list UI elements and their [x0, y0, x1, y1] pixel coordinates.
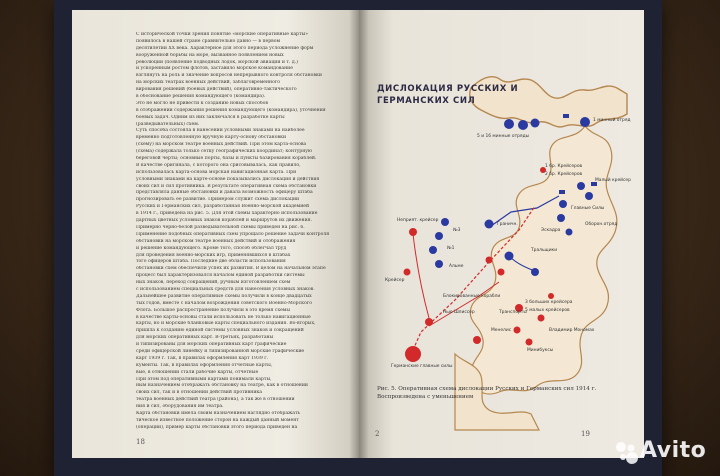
label-brigade-cruisers: 1 бр. Крейсеров: [545, 164, 583, 169]
body-text-line: Это не могло не привести к созданию новых способов: [136, 100, 268, 106]
label-western-cruiser: Крейсер: [385, 278, 405, 283]
body-text-line: С исторической точки зрения понятие «морские оперативные карты»: [136, 32, 309, 37]
german-unit: [405, 346, 421, 362]
body-text-line: Русских и Германских сил, разработанная Военно-морской академией: [136, 204, 310, 210]
body-text-line: десятилетии XX века. Характерное для этого периода усложнение форм: [136, 45, 314, 51]
russian-unit: [559, 200, 567, 208]
body-text-line: пришла к созданию единой системы условных знаков и сокращений: [136, 328, 304, 334]
label-large-cruisers: 3 больших крейсера: [525, 300, 573, 305]
body-text-line: береговой черты; основные порты, базы и пункты базирования кораблей.: [136, 156, 317, 162]
russian-unit: [485, 220, 494, 229]
body-text-line: в обоснование решения командующего (командира).: [136, 94, 266, 100]
body-text-line: (операции), пример карты обстановки этого периода приведен на: [136, 424, 298, 430]
german-unit: [409, 228, 417, 236]
russian-unit: [518, 120, 528, 130]
right-page-number: 19: [581, 430, 590, 438]
russian-unit: [531, 268, 539, 276]
body-text-line: вирования решений (боевых действий), оперативно-тактического: [136, 87, 297, 93]
body-text-line: и ускоренным ростом флотов, заставило морское командование: [136, 66, 293, 72]
caption-line2: Воспроизведена с уменьшением: [377, 393, 474, 400]
russian-unit: [577, 182, 585, 190]
label-vessel-1: №3: [453, 228, 461, 233]
russian-unit: [566, 229, 573, 236]
body-text-line: театра военных действий театра (района), а так же в отношении: [136, 397, 295, 403]
body-text-line: кументы. Так, в правилах оформления отчетные карты,: [136, 362, 273, 368]
body-text: [136, 32, 348, 432]
russian-unit: [505, 252, 514, 261]
body-text-line: представляла данные обстановки и давала возможность офицеру штаба: [136, 190, 313, 196]
body-text-line: Применение подобных оперативных схем упрощало решение задачи контроля: [136, 231, 330, 237]
body-text-line: для проведения военно-морских игр, применявшихся в штабах: [136, 252, 291, 258]
body-text-line: тых годов, вместе с началом возрождения советского Военно-Морского: [136, 300, 312, 306]
russian-unit: [585, 192, 593, 200]
label-enemy-cruiser: Неприят. крейсер: [397, 218, 439, 223]
body-text-line: того офицеров штаба. Последние две области использования: [136, 259, 286, 265]
german-unit: [473, 336, 481, 344]
body-text-line: появилось в нашей стране сравнительно давно — в первом: [136, 38, 281, 44]
flag-marker: [563, 114, 569, 118]
body-text-line: в отображении содержания решения командующего (командира), уточнения: [136, 107, 326, 113]
label-transport: Транспорты: [499, 310, 527, 315]
label-blockaded: Блокированные корабли: [443, 294, 501, 299]
label-small-cruiser: Малый крейсер: [595, 178, 631, 183]
body-text-line: ния и сил, оборудования им театра.: [136, 404, 224, 410]
body-text-line: для морских оперативных карт. В-третьих, разработаны: [136, 335, 274, 341]
body-text-line: с использованием специальных средств для нанесения условных знаков.: [136, 286, 315, 292]
body-text-line: (разведывательных) схем.: [136, 121, 200, 127]
body-text-line: (схема) содержала только сетку географических координат; контурную: [136, 149, 313, 155]
figure-caption: [377, 386, 617, 401]
german-unit: [404, 269, 411, 276]
body-text-line: в качестве карты-основы стали использовать не только навигационные: [136, 314, 311, 320]
body-text-line: При этом под оперативными картами понимали карты,: [136, 376, 272, 382]
body-text-line: своих сил и сил противника. В результате оперативная схема обстановки: [136, 183, 317, 189]
body-text-line: боевых задач. Одним из них заключался в разработке карты: [136, 114, 285, 120]
russian-unit: [435, 232, 443, 240]
body-text-line: В качестве оригинала, с которого она срисовывалась, как правило,: [136, 162, 301, 168]
body-text-line: вооруженной борьбы на море, вызванное появлением новых: [136, 52, 284, 58]
german-unit: [548, 293, 554, 299]
body-text-line: революции (появление подводных лодок, морской авиации и т. д.): [136, 59, 298, 65]
russian-unit: [557, 214, 565, 222]
body-text-line: в 1914 г., приведена на рис. 5. Для этой схемы характерно использование: [136, 211, 318, 217]
body-text-line: условными знаками на карте-основе показывались дислокация и действия: [136, 176, 320, 182]
body-text-line: обстановки схем обеспечили успех их развития. В целом на начальном этапе: [136, 266, 326, 272]
caption-line1: Рис. 5. Оперативная схема дислокации Русских и Германских сил 1914 г.: [377, 386, 597, 392]
body-text-line: карты, но и морские бланковые карты специального издания. Во-вторых,: [136, 321, 316, 327]
body-text-line: Дальнейшее развитие оперативные схемы получили в конце двадцатых: [136, 293, 312, 299]
label-top-right-group: 1 минный отряд: [593, 118, 631, 123]
body-text-line: карт 1939 г. Так, в правилах оформления карт 1939 г.: [136, 355, 269, 361]
body-text-line: тическое известное положение сторон на каждый данный момент: [136, 417, 299, 423]
german-unit: [514, 327, 521, 334]
book-gutter: [349, 10, 369, 458]
body-text-line: взглянуть на роль и значение вопросов непрерывного контроля обстановки: [136, 73, 322, 79]
russian-unit: [429, 246, 437, 254]
right-page: [359, 10, 644, 458]
body-text-line: Примерно черно-белой разведывательной схемы приведен на рис. 6.: [136, 224, 305, 230]
label-second-brigade: 2 бр. Крейсеров: [545, 172, 583, 177]
body-text-line: (схему) на морском театре военных действий. При этом карта-основа: [136, 142, 307, 148]
label-mennelis: Менелис: [491, 328, 512, 333]
german-unit: [538, 315, 545, 322]
russian-unit: [531, 119, 540, 128]
body-text-line: вые, в отношении стали рабочие карты, отчетные: [136, 369, 259, 375]
body-text-line: на морских театрах военных действий, заблаговременного: [136, 80, 281, 86]
label-minnanka: Минибуксы: [527, 348, 554, 353]
label-vessel-2: №1: [447, 246, 455, 251]
russian-unit: [504, 119, 514, 129]
body-text-line: обстановки на морском театре военных действий и отображения: [136, 238, 296, 244]
body-text-line: Суть способа состояла в нанесении условными знаками на наиболее: [136, 128, 305, 134]
label-small-cruisers: 5 малых крейсеров: [525, 308, 570, 313]
russian-unit: [580, 117, 590, 127]
map-title-line2: ГЕРМАНСКИХ СИЛ: [377, 96, 476, 106]
body-text-line: процесс был характеризовался началом единой разработки системы: [136, 273, 305, 279]
label-fleet-unit: Эскадра: [541, 228, 561, 233]
body-text-line: дартных цветных условных знаков кораблей и маршрутов их движения.: [136, 218, 312, 224]
german-unit: [486, 257, 493, 264]
left-page-number: 18: [136, 438, 145, 446]
label-guard-squadron: Главные Силы: [571, 206, 605, 211]
label-minesweepers: Тральщики: [531, 248, 558, 253]
corner-mark: 2: [375, 430, 380, 438]
body-text-line: и решение командующего. Кроме того, способ облегчал труд: [136, 245, 287, 251]
body-text-line: Карта обстановки имела своим назначением наглядно отображать: [136, 410, 301, 416]
german-unit: [498, 269, 505, 276]
body-text-line: и типизированы для морских оперативных карт графические: [136, 342, 287, 348]
map-title-line1: ДИСЛОКАЦИЯ РУССКИХ И: [377, 84, 519, 94]
body-text-line: ных знаков, переход сокращений, ручным изготовлением схем: [136, 280, 291, 286]
german-unit: [425, 318, 433, 326]
label-vessel-4: Граничн.: [497, 222, 518, 227]
body-text-line: среди офицерской линейку и типизированной морские графические: [136, 348, 305, 354]
russian-unit: [441, 218, 449, 226]
left-page: [72, 10, 359, 458]
flag-marker: [559, 190, 565, 194]
german-route-west: [413, 234, 429, 318]
body-text-line: временно подготовленную вручную карту-основу обстановки: [136, 135, 287, 141]
label-vessel-3: Альме: [449, 264, 464, 269]
label-top-left-group: 5 и 16 минные отряды: [477, 134, 530, 139]
body-text-line: своих сил, так и в отношении действий противника: [136, 390, 263, 396]
body-text-line: ным назначением отображать обстановку на театре, как в отношении: [136, 383, 308, 389]
german-unit: [526, 339, 533, 346]
avito-watermark-text: Avito: [640, 438, 707, 463]
label-port-squadron: Оборон.отряд: [585, 222, 618, 227]
russian-unit: [435, 260, 443, 268]
body-text-line: прогнозировать ее развитие. Примером служит схема дислокации: [136, 197, 300, 203]
label-blockade: Нью Шлиссер: [443, 310, 475, 315]
label-moltke: Владимир Мономах: [549, 328, 595, 333]
body-text-line: Флота. Большое распространение получили в это время схемы: [136, 307, 291, 313]
label-german-main: Германские главные силы: [391, 364, 453, 369]
body-text-line: использовалась карта-основа морская навигационная карта. При: [136, 169, 297, 175]
